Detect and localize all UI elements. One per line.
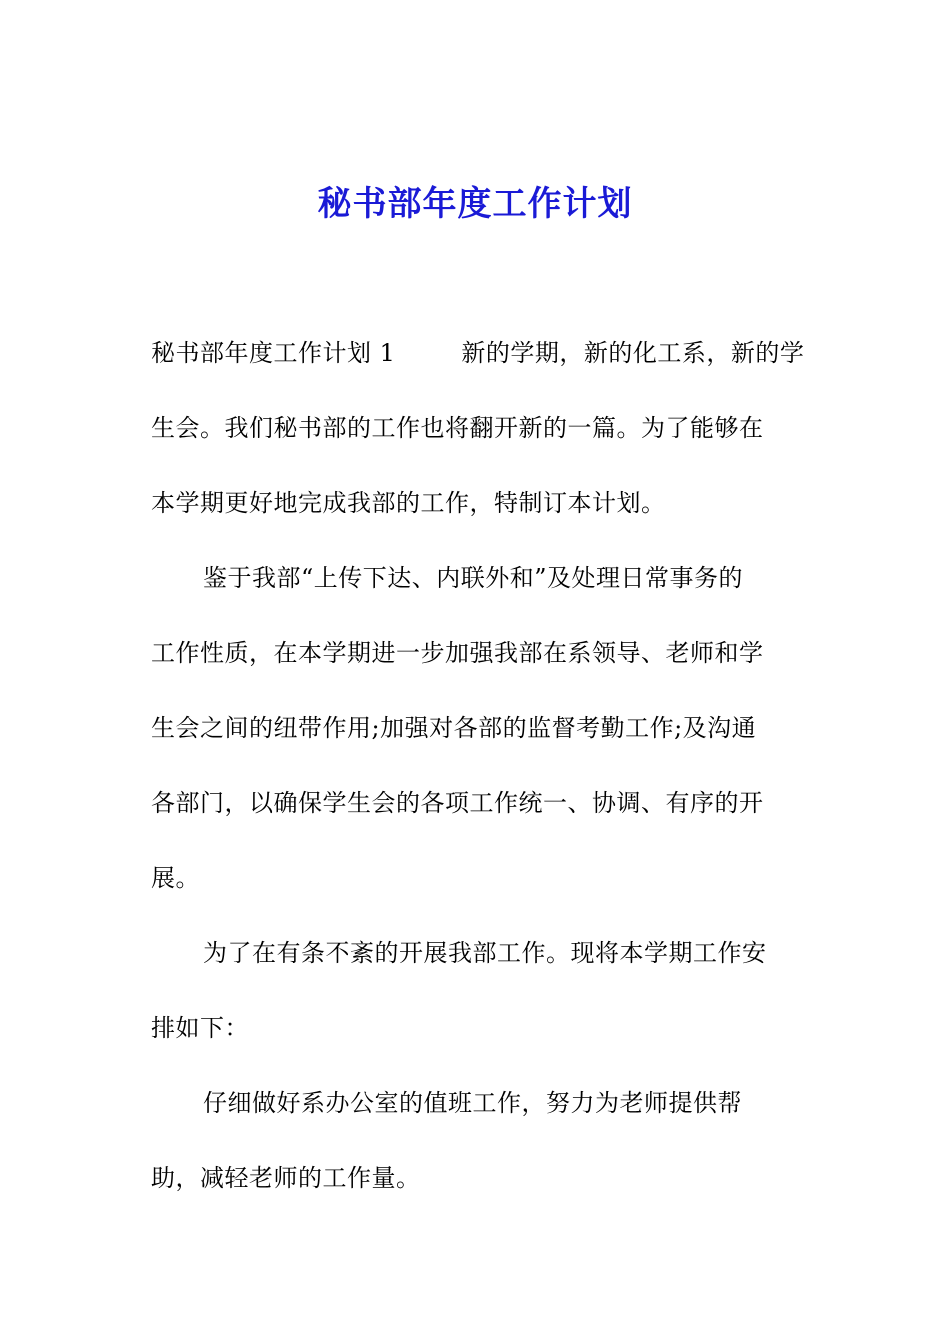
- paragraph-line: 仔细做好系办公室的值班工作，努力为老师提供帮: [203, 1089, 742, 1117]
- paragraph-line: [151, 316, 821, 391]
- paragraph-line: 鉴于我部“上传下达、内联外和”及处理日常事务的: [203, 564, 744, 592]
- section-heading: 秘书部年度工作计划 1: [151, 339, 396, 367]
- paragraph-text: 新的学期，新的化工系，新的学: [461, 339, 805, 367]
- paragraph-line: 本学期更好地完成我部的工作，特制订本计划。: [151, 489, 666, 517]
- paragraph-line: 展。: [151, 864, 200, 892]
- paragraph-line: 工作性质，在本学期进一步加强我部在系领导、老师和学: [151, 639, 764, 667]
- document-title: 秘书部年度工作计划: [317, 184, 633, 224]
- paragraph-line: 生会。我们秘书部的工作也将翻开新的一篇。为了能够在: [151, 414, 764, 442]
- paragraph-line: 助，减轻老师的工作量。: [151, 1164, 421, 1192]
- paragraph-line: 各部门，以确保学生会的各项工作统一、协调、有序的开: [151, 789, 764, 817]
- paragraph-line: 排如下：: [151, 1014, 249, 1042]
- paragraph-line: 为了在有条不紊的开展我部工作。现将本学期工作安: [203, 939, 767, 967]
- paragraph-line: 生会之间的纽带作用;加强对各部的监督考勤工作;及沟通: [151, 714, 757, 742]
- document-body: [151, 316, 821, 1216]
